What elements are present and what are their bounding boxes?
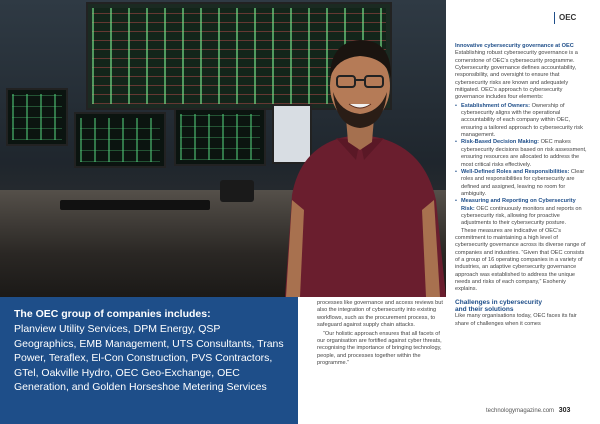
commitment-paragraph: These measures are indicative of OEC’s commitment to maintaining a high level of cybersecurity governance across its diverse range of companies and industries. “Given that OEC consists of a group of 16 operating companies in a variety of industries, an adaptive cybersecurity governance approach was established to address the unique needs and risks of each company,” Esoheniy explains. (455, 227, 586, 293)
list-item: • Well-Defined Roles and Responsibilities: Clear roles and responsibilities for cybersecurity are defined and assigned, leaving no room for ambiguity. (455, 169, 589, 198)
governance-elements-list (455, 103, 589, 228)
section-heading: Innovative cybersecurity governance at OEC (455, 43, 574, 49)
page-number: 303 (558, 407, 571, 414)
brand-rule (554, 12, 555, 24)
middle-text-column (317, 300, 443, 368)
list-item: • Establishment of Owners: Ownership of cybersecurity aligns with the operational accountability of each company within OEC, ensuring a tailored approach to cybersecurity risk management. (455, 103, 589, 140)
list-item: • Measuring and Reporting on Cybersecurity Risk: OEC continuously monitors and reports on cybersecurity risk, allowing for proactive adjustments to their cybersecurity posture. (455, 198, 589, 227)
companies-list: Planview Utility Services, DPM Energy, QSP Geographics, EMB Management, UTS Consultants, Trans Power, Teraflex, El-Con Construction, PVS Contractors, GTel, Oakville Hydro, OEC Geo-Exchange, OEC Generation, and Golden Horseshoe Metering Services (14, 323, 284, 393)
challenges-heading: Challenges in cybersecurity and their solutions (455, 298, 542, 314)
list-item: • Risk-Based Decision Making: OEC makes cybersecurity decisions based on risk assessment, ensuring resources are allocated to address the most critical risks effectively. (455, 139, 589, 168)
footer-site: technologymagazine.com (486, 408, 555, 414)
middle-paragraph: processes like governance and access reviews but also the integration of cybersecurity into existing workflows, such as the procurement process, to safeguard against supply chain attacks. (317, 300, 443, 329)
right-text-column (455, 43, 589, 328)
intro-paragraph: Establishing robust cybersecurity governance is a cornerstone of OEC’s cybersecurity programme. Cybersecurity governance defines accountability, responsibility, and oversight to ensure that cybersecurity risks are known and adequately mitigated. OEC’s approach to cybersecurity governance includes four elements: (455, 50, 578, 101)
page-footer (486, 407, 570, 414)
quote-paragraph: “Our holistic approach ensures that all facets of our organisation are fortified against cyber threats, recognising the importance of bringing technology, people, and processes together within the programme.” (317, 330, 442, 367)
companies-heading: The OEC group of companies includes: (14, 308, 211, 320)
publication-brand: OEC (559, 13, 577, 22)
companies-box (0, 297, 298, 424)
challenges-paragraph: Like many organisations today, OEC faces its fair share of challenges when it comes (455, 313, 577, 327)
